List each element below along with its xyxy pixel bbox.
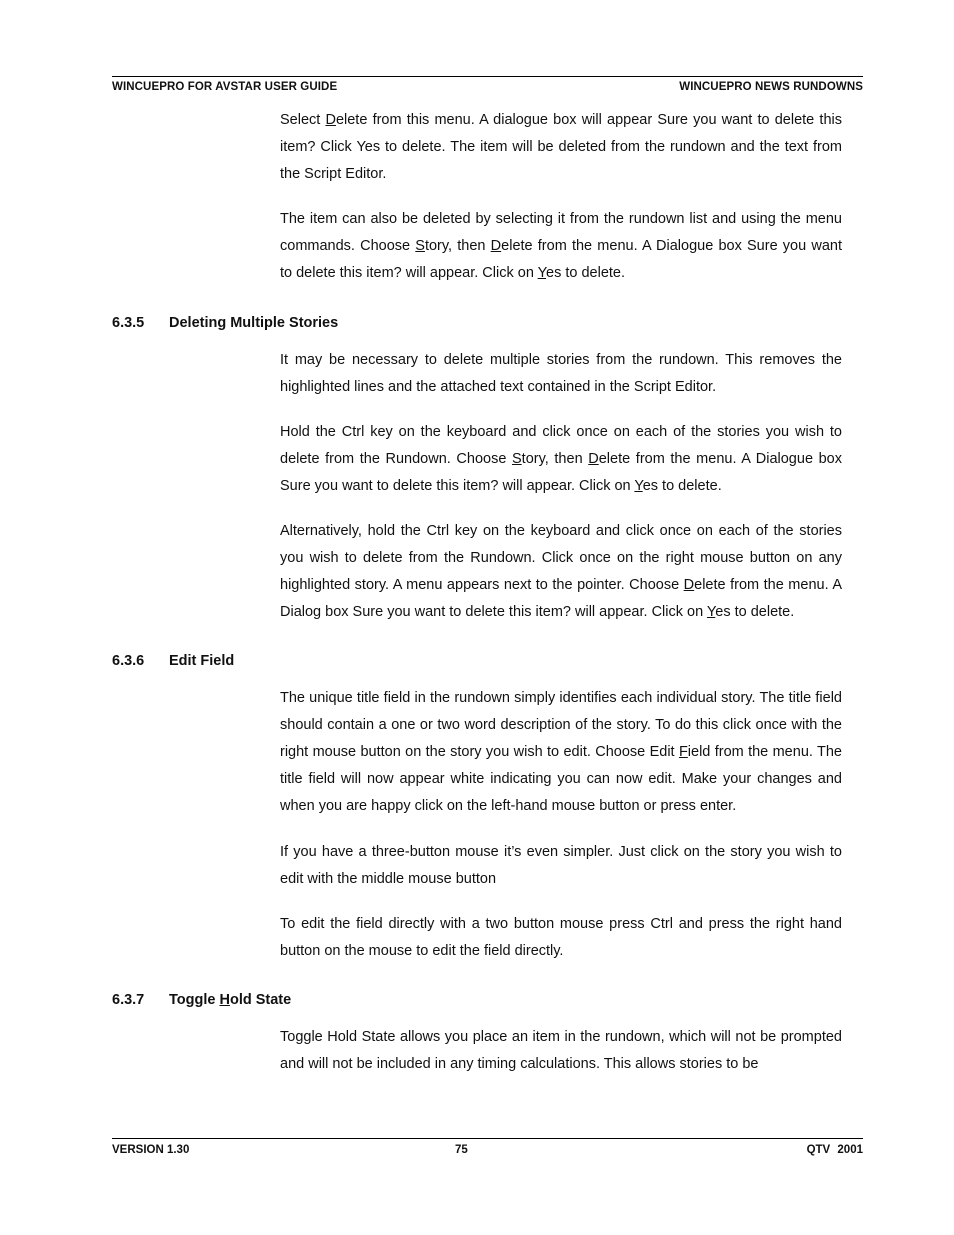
paragraph-delete-dialogue: Select Delete from this menu. A dialogue box will appear Sure you want to delete this item? Click Yes to delete. The item will be deleted from the rundown and the text from the Script Editor.: [280, 112, 842, 182]
paragraph-right-click-delete: Alternatively, hold the Ctrl key on the keyboard and click once on each of the stories you wish to delete from the Rundown. Click once on the right mouse button on any highlighted story. A menu appears next to the pointer. Choose Delete from the menu. A Dialog box Sure you want to delete this item? will appear. Click on Yes to delete.: [280, 523, 842, 620]
header-chapter-title: WINCUEPRO NEWS RUNDOWNS: [679, 81, 863, 93]
section-heading-6-3-7: 6.3.7 Toggle Hold State: [112, 992, 292, 1008]
page-footer: [112, 1138, 863, 1156]
footer-version: VERSION 1.30: [112, 1144, 190, 1156]
page-header: [112, 76, 863, 93]
section-heading-6-3-6: 6.3.6 Edit Field: [112, 653, 235, 669]
paragraph-two-button-mouse: To edit the field directly with a two button mouse press Ctrl and press the right hand button on the mouse to edit the field directly.: [280, 916, 842, 959]
paragraph-three-button-mouse: If you have a three-button mouse it’s even simpler. Just click on the story you wish to edit with the middle mouse button: [280, 844, 842, 887]
section-heading-6-3-5: 6.3.5 Deleting Multiple Stories: [112, 315, 339, 331]
paragraph-delete-menu-commands: The item can also be deleted by selecting it from the rundown list and using the menu commands. Choose Story, then Delete from the menu. A Dialogue box Sure you want to delete this item? will appear. Click on Yes to delete.: [280, 211, 842, 281]
paragraph-ctrl-select: Hold the Ctrl key on the keyboard and click once on each of the stories you wish to delete from the Rundown. Choose Story, then Delete from the menu. A Dialogue box Sure you want to delete this item? will appear. Click on Yes to delete.: [280, 424, 842, 494]
paragraph-toggle-hold-state: Toggle Hold State allows you place an item in the rundown, which will not be prompted and will not be included in any timing calculations. This allows stories to be: [280, 1029, 842, 1072]
header-guide-title: WINCUEPRO FOR AVSTAR USER GUIDE: [112, 81, 338, 93]
footer-copyright: QTV 2001: [806, 1144, 863, 1156]
paragraph-multiple-intro: It may be necessary to delete multiple stories from the rundown. This removes the highlighted lines and the attached text contained in the Script Editor.: [280, 352, 842, 395]
paragraph-edit-title-field: The unique title field in the rundown simply identifies each individual story. The title field should contain a one or two word description of the story. To do this click once with the right mouse button on the story you wish to edit. Choose Edit Field from the menu. The title field will now appear white indicating you can now edit. Make your changes and when you are happy click on the left-hand mouse button or press enter.: [280, 690, 842, 814]
page-number: 75: [455, 1144, 468, 1156]
